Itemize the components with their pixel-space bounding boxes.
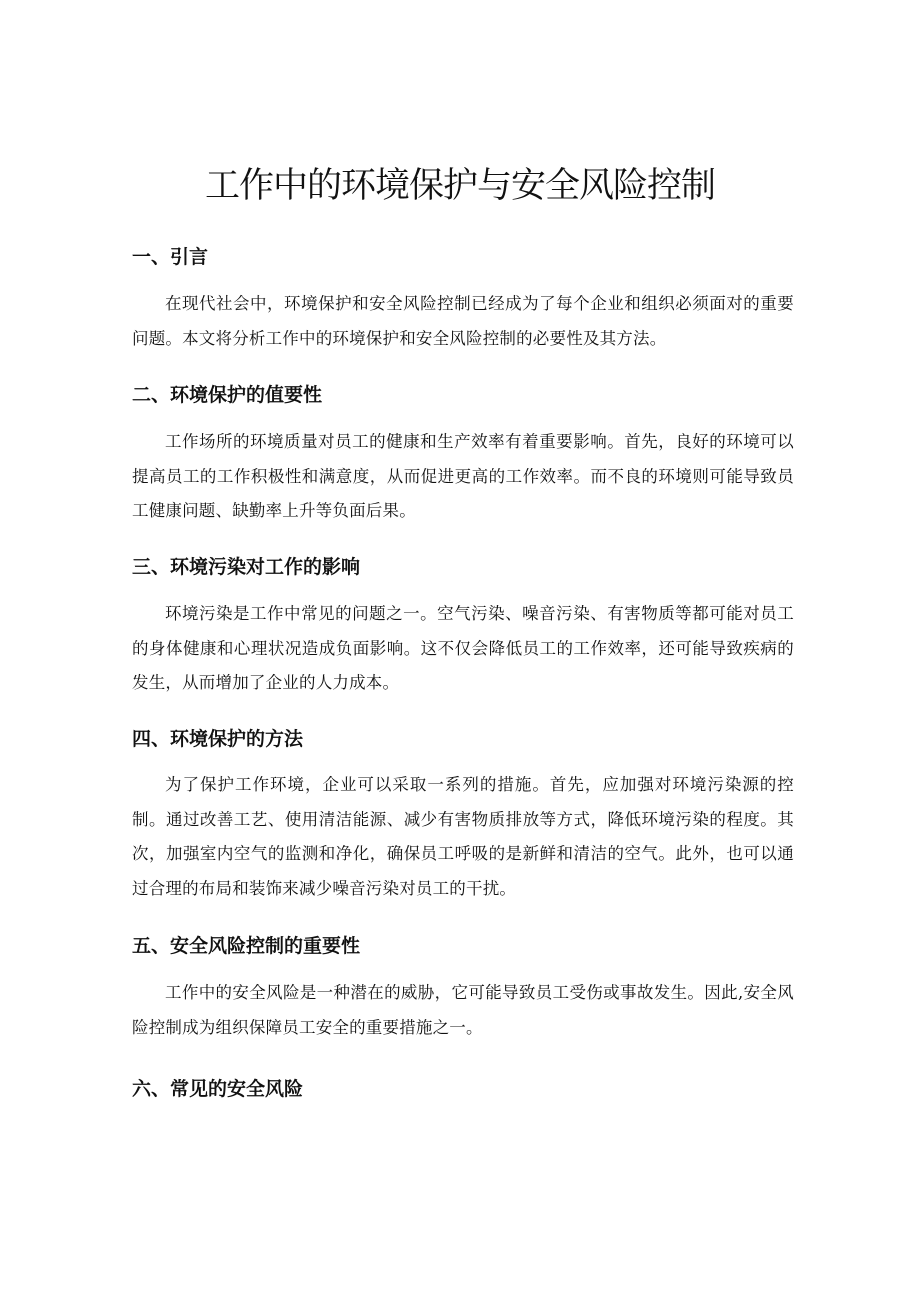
section-heading-protection-methods: 四、环境保护的方法 (132, 728, 304, 750)
section-paragraph-environment-importance: 工作场所的环境质量对员工的健康和生产效率有着重要影响。首先，良好的环境可以提高员工的工作积极性和满意度，从而促进更高的工作效率。而不良的环境则可能导致员工健康问题、缺勤率上升等负面后果。 (132, 432, 794, 520)
section-heading-pollution-impact: 三、环境污染对工作的影响 (132, 556, 361, 578)
section-heading-common-risks: 六、常见的安全风险 (132, 1078, 304, 1100)
section-paragraph-introduction: 在现代社会中，环境保护和安全风险控制已经成为了每个企业和组织必须面对的重要问题。本文将分析工作中的环境保护和安全风险控制的必要性及其方法。 (132, 294, 794, 348)
section-paragraph-protection-methods: 为了保护工作环境，企业可以采取一系列的措施。首先，应加强对环境污染源的控制。通过改善工艺、使用清洁能源、减少有害物质排放等方式，降低环境污染的程度。其次，加强室内空气的监测和净化，确保员工呼吸的是新鲜和清洁的空气。此外，也可以通过合理的布局和装饰来减少噪音污染对员工的干扰。 (132, 775, 794, 898)
document-title: 工作中的环境保护与安全风险控制 (204, 166, 715, 206)
section-paragraph-safety-importance: 工作中的安全风险是一种潜在的威胁，它可能导致员工受伤或事故发生。因此,安全风险控制成为组织保障员工安全的重要措施之一。 (132, 983, 794, 1037)
section-heading-safety-importance: 五、安全风险控制的重要性 (132, 935, 361, 957)
section-paragraph-pollution-impact: 环境污染是工作中常见的问题之一。空气污染、噪音污染、有害物质等都可能对员工的身体健康和心理状况造成负面影响。这不仅会降低员工的工作效率，还可能导致疾病的发生，从而增加了企业的人力成本。 (132, 604, 794, 692)
section-heading-introduction: 一、引言 (132, 246, 209, 268)
section-heading-environment-importance: 二、环境保护的值要性 (132, 384, 323, 406)
